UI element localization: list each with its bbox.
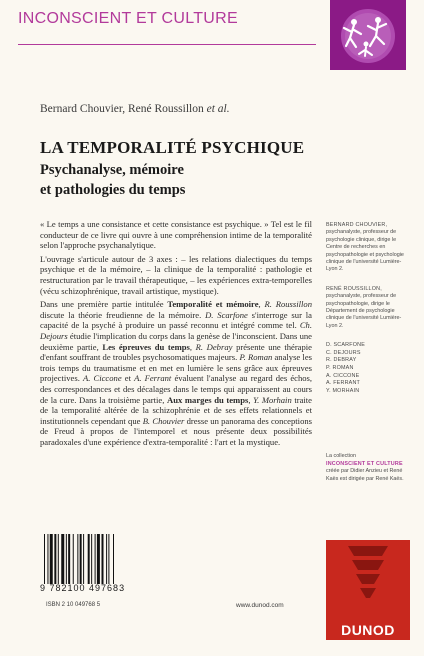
p3-part-title: Aux marges du temps xyxy=(167,394,249,405)
barcode-bar xyxy=(108,534,109,584)
barcode-bar xyxy=(102,534,104,584)
p3-author: B. Chouvier xyxy=(142,415,185,426)
barcode-bar xyxy=(97,534,100,584)
publisher-website[interactable]: www.dunod.com xyxy=(236,602,284,609)
p3-text: , xyxy=(189,341,196,352)
book-subtitle xyxy=(40,160,300,200)
collection-note xyxy=(326,453,410,483)
contributor: Y. MORHAIN xyxy=(326,387,360,394)
top-rule xyxy=(18,44,316,45)
p3-part-title: Temporalité et mémoire xyxy=(167,299,259,310)
bio-roussillon xyxy=(326,286,410,330)
contributor: C. DEJOURS xyxy=(326,349,361,356)
paragraph-1: « Le temps a une consistance et cette consistance est psychique. » Tel est le fil conducteur de ce livre qui ouvre à une compréhension intime de la temporalité selon l'approche psychanalytique. xyxy=(40,219,312,251)
barcode-bar xyxy=(77,534,78,584)
bio-chouvier xyxy=(326,222,410,274)
p3-text: , xyxy=(248,394,254,405)
p3-author: P. Roman xyxy=(239,352,273,363)
barcode-bar xyxy=(95,534,96,584)
bio-desc: psychanalyste, professeur de psychopathologie, dirige le Département de psychologie clinique de l'université Lumière-Lyon 2. xyxy=(326,293,402,329)
collection-name: INCONSCIENT ET CULTURE xyxy=(326,460,403,467)
subtitle-line-2: et pathologies du temps xyxy=(40,182,186,198)
p3-text: et xyxy=(121,373,135,384)
paragraph-2: L'ouvrage s'articule autour de 3 axes : – les relations dialectiques du temps psychique et de la mémoire, – la clinique de la temporalité : pathologie et restructuration par le travail thérapeutique, – les expériences extra-temporelles (vécu schizophrénique, travail artistique, mystique). xyxy=(40,253,312,296)
p3-author: R. Roussillon xyxy=(264,299,312,310)
p3-text: évaluent l'analyse au regard des échos, des correspondances et des décalages dans le temps qui apparaissent au cours de la cure. Dans la troisième partie, xyxy=(40,373,313,405)
p3-text: analyse les trois temps du traumatisme et en met en lumière le sens grâce aux épreuves projectives. xyxy=(40,352,312,384)
p3-part-title: Les épreuves du temps xyxy=(102,341,190,352)
barcode-bar xyxy=(61,534,64,584)
p3-author: Y. Morhain xyxy=(253,394,292,405)
author-names: Bernard Chouvier, René Roussillon xyxy=(40,103,204,115)
barcode-bar xyxy=(91,534,92,584)
contributor: P. ROMAN xyxy=(326,365,354,372)
bio-name: RENÉ ROUSSILLON, xyxy=(326,285,382,292)
p3-author: A. Ciccone xyxy=(82,373,122,384)
contributor: R. DEBRAY xyxy=(326,357,357,364)
barcode-bar xyxy=(47,534,48,584)
contributor: D. SCARFONE xyxy=(326,342,366,349)
barcode-bar xyxy=(44,534,45,584)
barcode-bar xyxy=(113,534,114,584)
author-bios xyxy=(326,222,410,483)
author-etal: et al. xyxy=(206,103,230,115)
back-cover-text xyxy=(40,219,312,450)
barcode xyxy=(42,534,140,584)
p3-author: A. Ferrant xyxy=(134,373,172,384)
barcode-bar xyxy=(80,534,82,584)
p3-text: traite de la temporalité altérée de la schizophrénie et de ses effets relationnels et institutionnels cependant que xyxy=(40,394,313,426)
book-title: LA TEMPORALITÉ PSYCHIQUE xyxy=(40,138,305,157)
isbn: ISBN 2 10 049768 5 xyxy=(46,602,101,608)
p3-text: s'interroge sur la capacité de la psyché à produire un passé reconnu et intégré comme tel. xyxy=(40,309,312,331)
bio-name: BERNARD CHOUVIER, xyxy=(326,222,388,228)
paragraph-3 xyxy=(40,299,312,447)
p3-text: Dans une première partie intitulée xyxy=(40,299,168,310)
p3-text: étudie l'implication du corps dans la genèse de l'inconscient. Dans une deuxième partie, xyxy=(40,330,312,352)
barcode-bar xyxy=(106,534,107,584)
barcode-digits: 9 782100 497683 xyxy=(40,583,126,593)
barcode-bar xyxy=(50,534,53,584)
barcode-bar xyxy=(68,534,70,584)
barcode-bar xyxy=(88,534,90,584)
p3-author: Ch. Dejours xyxy=(40,320,312,341)
contributor: A. CICCONE xyxy=(326,372,360,379)
contributor: A. FERRANT xyxy=(326,380,361,387)
barcode-bar xyxy=(66,534,67,584)
contributors-list xyxy=(326,342,410,395)
subtitle-line-1: Psychanalyse, mémoire xyxy=(40,162,184,178)
dunod-logo-icon xyxy=(326,540,410,620)
p3-text: , xyxy=(258,299,265,310)
p3-text: dresse un panorama des conceptions de Freud à propos de l'intemporel et nous présente deux possibilités paradoxales d'une expérience d'extra-temporalité : l'art et la mystique. xyxy=(40,415,313,447)
p3-author: D. Scarfone xyxy=(205,309,248,320)
series-title: INCONSCIENT ET CULTURE xyxy=(18,10,238,27)
collection-intro: La collection xyxy=(326,453,356,460)
bio-desc: psychanalyste, professeur de psychologie clinique, dirige le Centre de recherches en psychopathologie et psychologie clinique de l'université Lumière-Lyon 2. xyxy=(326,229,404,273)
barcode-bar xyxy=(58,534,59,584)
barcode-bar xyxy=(54,534,56,584)
p3-text: présente une thérapie d'enfant souffrant de troubles psychosomatiques majeurs. xyxy=(40,341,312,363)
collection-desc: créée par Didier Anzieu et René Kaës est dirigée par René Kaës. xyxy=(326,468,404,482)
authors xyxy=(40,103,230,115)
barcode-bar xyxy=(83,534,84,584)
dancing-figures-icon xyxy=(330,0,406,70)
p3-author: R. Debray xyxy=(195,341,233,352)
barcode-bar xyxy=(73,534,74,584)
collection-logo xyxy=(330,0,406,70)
p3-text: discute la théorie freudienne de la mémoire. xyxy=(40,309,206,320)
publisher-name: DUNOD xyxy=(341,622,395,638)
